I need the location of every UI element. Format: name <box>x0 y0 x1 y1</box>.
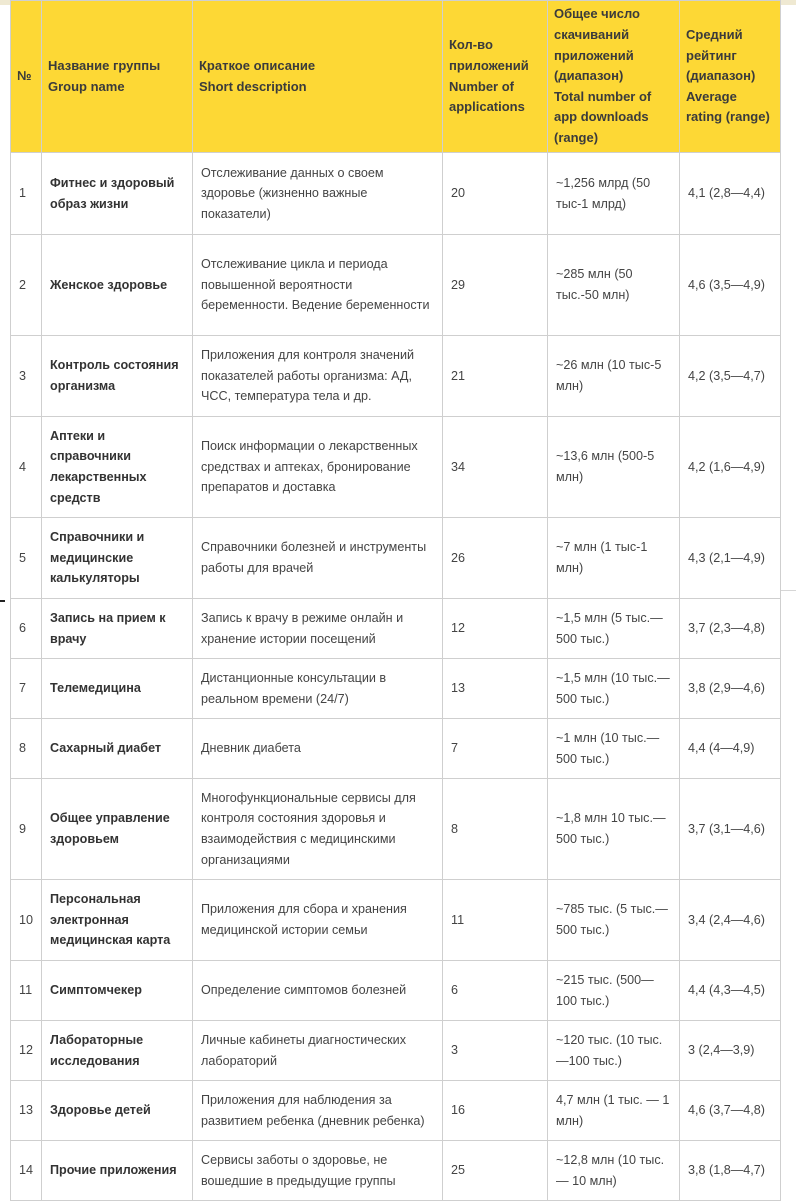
cell-number: 1 <box>11 153 42 235</box>
table-row <box>11 417 781 518</box>
cell-rating: 4,6 (3,7—4,8) <box>680 1081 781 1141</box>
cell-number: 10 <box>11 880 42 961</box>
cell-description: Личные кабинеты диагностических лабораторий <box>193 1021 443 1081</box>
table-row <box>11 153 781 235</box>
cell-description: Отслеживание данных о своем здоровье (жизненно важные показатели) <box>193 153 443 235</box>
scan-mark <box>0 600 5 602</box>
cell-downloads: ~13,6 млн (500-5 млн) <box>548 417 680 518</box>
cell-description: Определение симптомов болезней <box>193 961 443 1021</box>
table-frame <box>10 0 780 1186</box>
cell-app-count: 7 <box>443 719 548 779</box>
table-row <box>11 599 781 659</box>
header-rating <box>680 1 781 153</box>
cell-rating: 3,8 (2,9—4,6) <box>680 659 781 719</box>
header-group-name <box>42 1 193 153</box>
cell-rating: 4,2 (3,5—4,7) <box>680 336 781 417</box>
cell-group-name: Женское здоровье <box>42 235 193 336</box>
cell-group-name: Здоровье детей <box>42 1081 193 1141</box>
cell-downloads: ~285 млн (50 тыс.-50 млн) <box>548 235 680 336</box>
cell-group-name: Контроль состояния организма <box>42 336 193 417</box>
table-body <box>11 153 781 1201</box>
cell-description: Справочники болезней и инструменты работы для врачей <box>193 518 443 599</box>
table-row <box>11 961 781 1021</box>
cell-app-count: 16 <box>443 1081 548 1141</box>
cell-downloads: ~26 млн (10 тыс-5 млн) <box>548 336 680 417</box>
cell-downloads: ~785 тыс. (5 тыс.— 500 тыс.) <box>548 880 680 961</box>
cell-app-count: 20 <box>443 153 548 235</box>
table-row <box>11 1021 781 1081</box>
cell-app-count: 29 <box>443 235 548 336</box>
cell-description: Приложения для контроля значений показателей работы организма: АД, ЧСС, температура тела и др. <box>193 336 443 417</box>
header-downloads-text: Общее число скачиваний приложений (диапазон) <box>554 6 640 84</box>
cell-app-count: 11 <box>443 880 548 961</box>
header-app-count-text: Кол-во приложений <box>449 37 529 73</box>
cell-downloads: ~1,5 млн (5 тыс.— 500 тыс.) <box>548 599 680 659</box>
cell-number: 11 <box>11 961 42 1021</box>
header-group-name-text: Group name <box>48 78 125 94</box>
cell-number: 8 <box>11 719 42 779</box>
cell-description: Поиск информации о лекарственных средствах и аптеках, бронирование препаратов и доставка <box>193 417 443 518</box>
cell-downloads: ~7 млн (1 тыс-1 млн) <box>548 518 680 599</box>
header-rating-text: Средний рейтинг (диапазон) <box>686 27 756 84</box>
cell-number: 7 <box>11 659 42 719</box>
header-number <box>11 1 42 153</box>
cell-group-name: Симптомчекер <box>42 961 193 1021</box>
table-header-row <box>11 1 781 153</box>
table-row <box>11 1141 781 1201</box>
cell-rating: 4,6 (3,5—4,9) <box>680 235 781 336</box>
cell-app-count: 21 <box>443 336 548 417</box>
cell-downloads: ~1,8 млн 10 тыс.— 500 тыс.) <box>548 779 680 880</box>
cell-rating: 3,8 (1,8—4,7) <box>680 1141 781 1201</box>
cell-group-name: Телемедицина <box>42 659 193 719</box>
cell-group-name: Персональная электронная медицинская карта <box>42 880 193 961</box>
cell-description: Дистанционные консультации в реальном времени (24/7) <box>193 659 443 719</box>
header-downloads <box>548 1 680 153</box>
cell-description: Приложения для сбора и хранения медицинской истории семьи <box>193 880 443 961</box>
header-app-count-text: Number of applications <box>449 78 525 115</box>
cell-description: Отслеживание цикла и периода повышенной вероятности беременности. Ведение беременности <box>193 235 443 336</box>
header-rating-text: Average rating (range) <box>686 88 770 125</box>
cell-group-name: Запись на прием к врачу <box>42 599 193 659</box>
table-row <box>11 779 781 880</box>
cell-description: Запись к врачу в режиме онлайн и хранение истории посещений <box>193 599 443 659</box>
cell-rating: 3,7 (3,1—4,6) <box>680 779 781 880</box>
cell-group-name: Аптеки и справочники лекарственных средств <box>42 417 193 518</box>
cell-rating: 4,1 (2,8—4,4) <box>680 153 781 235</box>
cell-app-count: 34 <box>443 417 548 518</box>
cell-number: 2 <box>11 235 42 336</box>
cell-description: Приложения для наблюдения за развитием ребенка (дневник ребенка) <box>193 1081 443 1141</box>
header-number-text: № <box>17 68 32 84</box>
header-description-text: Short description <box>199 78 307 94</box>
cell-number: 3 <box>11 336 42 417</box>
cell-rating: 4,3 (2,1—4,9) <box>680 518 781 599</box>
cell-downloads: ~1 млн (10 тыс.— 500 тыс.) <box>548 719 680 779</box>
header-group-name-text: Название группы <box>48 57 161 73</box>
cell-downloads: ~120 тыс. (10 тыс. —100 тыс.) <box>548 1021 680 1081</box>
cell-app-count: 8 <box>443 779 548 880</box>
cell-description: Сервисы заботы о здоровье, не вошедшие в предыдущие группы <box>193 1141 443 1201</box>
cell-number: 6 <box>11 599 42 659</box>
cell-downloads: ~1,256 млрд (50 тыс-1 млрд) <box>548 153 680 235</box>
cell-downloads: ~12,8 млн (10 тыс. — 10 млн) <box>548 1141 680 1201</box>
header-description <box>193 1 443 153</box>
cell-app-count: 3 <box>443 1021 548 1081</box>
table-row <box>11 659 781 719</box>
cell-group-name: Справочники и медицинские калькуляторы <box>42 518 193 599</box>
scan-seam <box>780 590 796 591</box>
cell-group-name: Фитнес и здоровый образ жизни <box>42 153 193 235</box>
cell-group-name: Прочие приложения <box>42 1141 193 1201</box>
cell-number: 13 <box>11 1081 42 1141</box>
cell-downloads: ~1,5 млн (10 тыс.— 500 тыс.) <box>548 659 680 719</box>
cell-description: Дневник диабета <box>193 719 443 779</box>
table-row <box>11 336 781 417</box>
header-description-text: Краткое описание <box>199 57 316 73</box>
cell-group-name: Общее управление здоровьем <box>42 779 193 880</box>
cell-app-count: 26 <box>443 518 548 599</box>
table-row <box>11 880 781 961</box>
cell-number: 9 <box>11 779 42 880</box>
header-app-count <box>443 1 548 153</box>
cell-app-count: 6 <box>443 961 548 1021</box>
cell-number: 12 <box>11 1021 42 1081</box>
cell-number: 4 <box>11 417 42 518</box>
cell-group-name: Лабораторные исследования <box>42 1021 193 1081</box>
cell-rating: 3,4 (2,4—4,6) <box>680 880 781 961</box>
table-row <box>11 235 781 336</box>
table-row <box>11 1081 781 1141</box>
cell-group-name: Сахарный диабет <box>42 719 193 779</box>
cell-rating: 3,7 (2,3—4,8) <box>680 599 781 659</box>
app-groups-table <box>10 0 781 1201</box>
cell-number: 14 <box>11 1141 42 1201</box>
cell-rating: 3 (2,4—3,9) <box>680 1021 781 1081</box>
cell-app-count: 25 <box>443 1141 548 1201</box>
cell-rating: 4,4 (4—4,9) <box>680 719 781 779</box>
header-downloads-text: Total number of app downloads (range) <box>554 88 652 145</box>
cell-rating: 4,2 (1,6—4,9) <box>680 417 781 518</box>
cell-app-count: 12 <box>443 599 548 659</box>
cell-description: Многофункциональные сервисы для контроля состояния здоровья и взаимодействия с медицинскими организациями <box>193 779 443 880</box>
cell-app-count: 13 <box>443 659 548 719</box>
table-row <box>11 518 781 599</box>
cell-rating: 4,4 (4,3—4,5) <box>680 961 781 1021</box>
table-row <box>11 719 781 779</box>
cell-number: 5 <box>11 518 42 599</box>
cell-downloads: ~215 тыс. (500— 100 тыс.) <box>548 961 680 1021</box>
cell-downloads: 4,7 млн (1 тыс. — 1 млн) <box>548 1081 680 1141</box>
